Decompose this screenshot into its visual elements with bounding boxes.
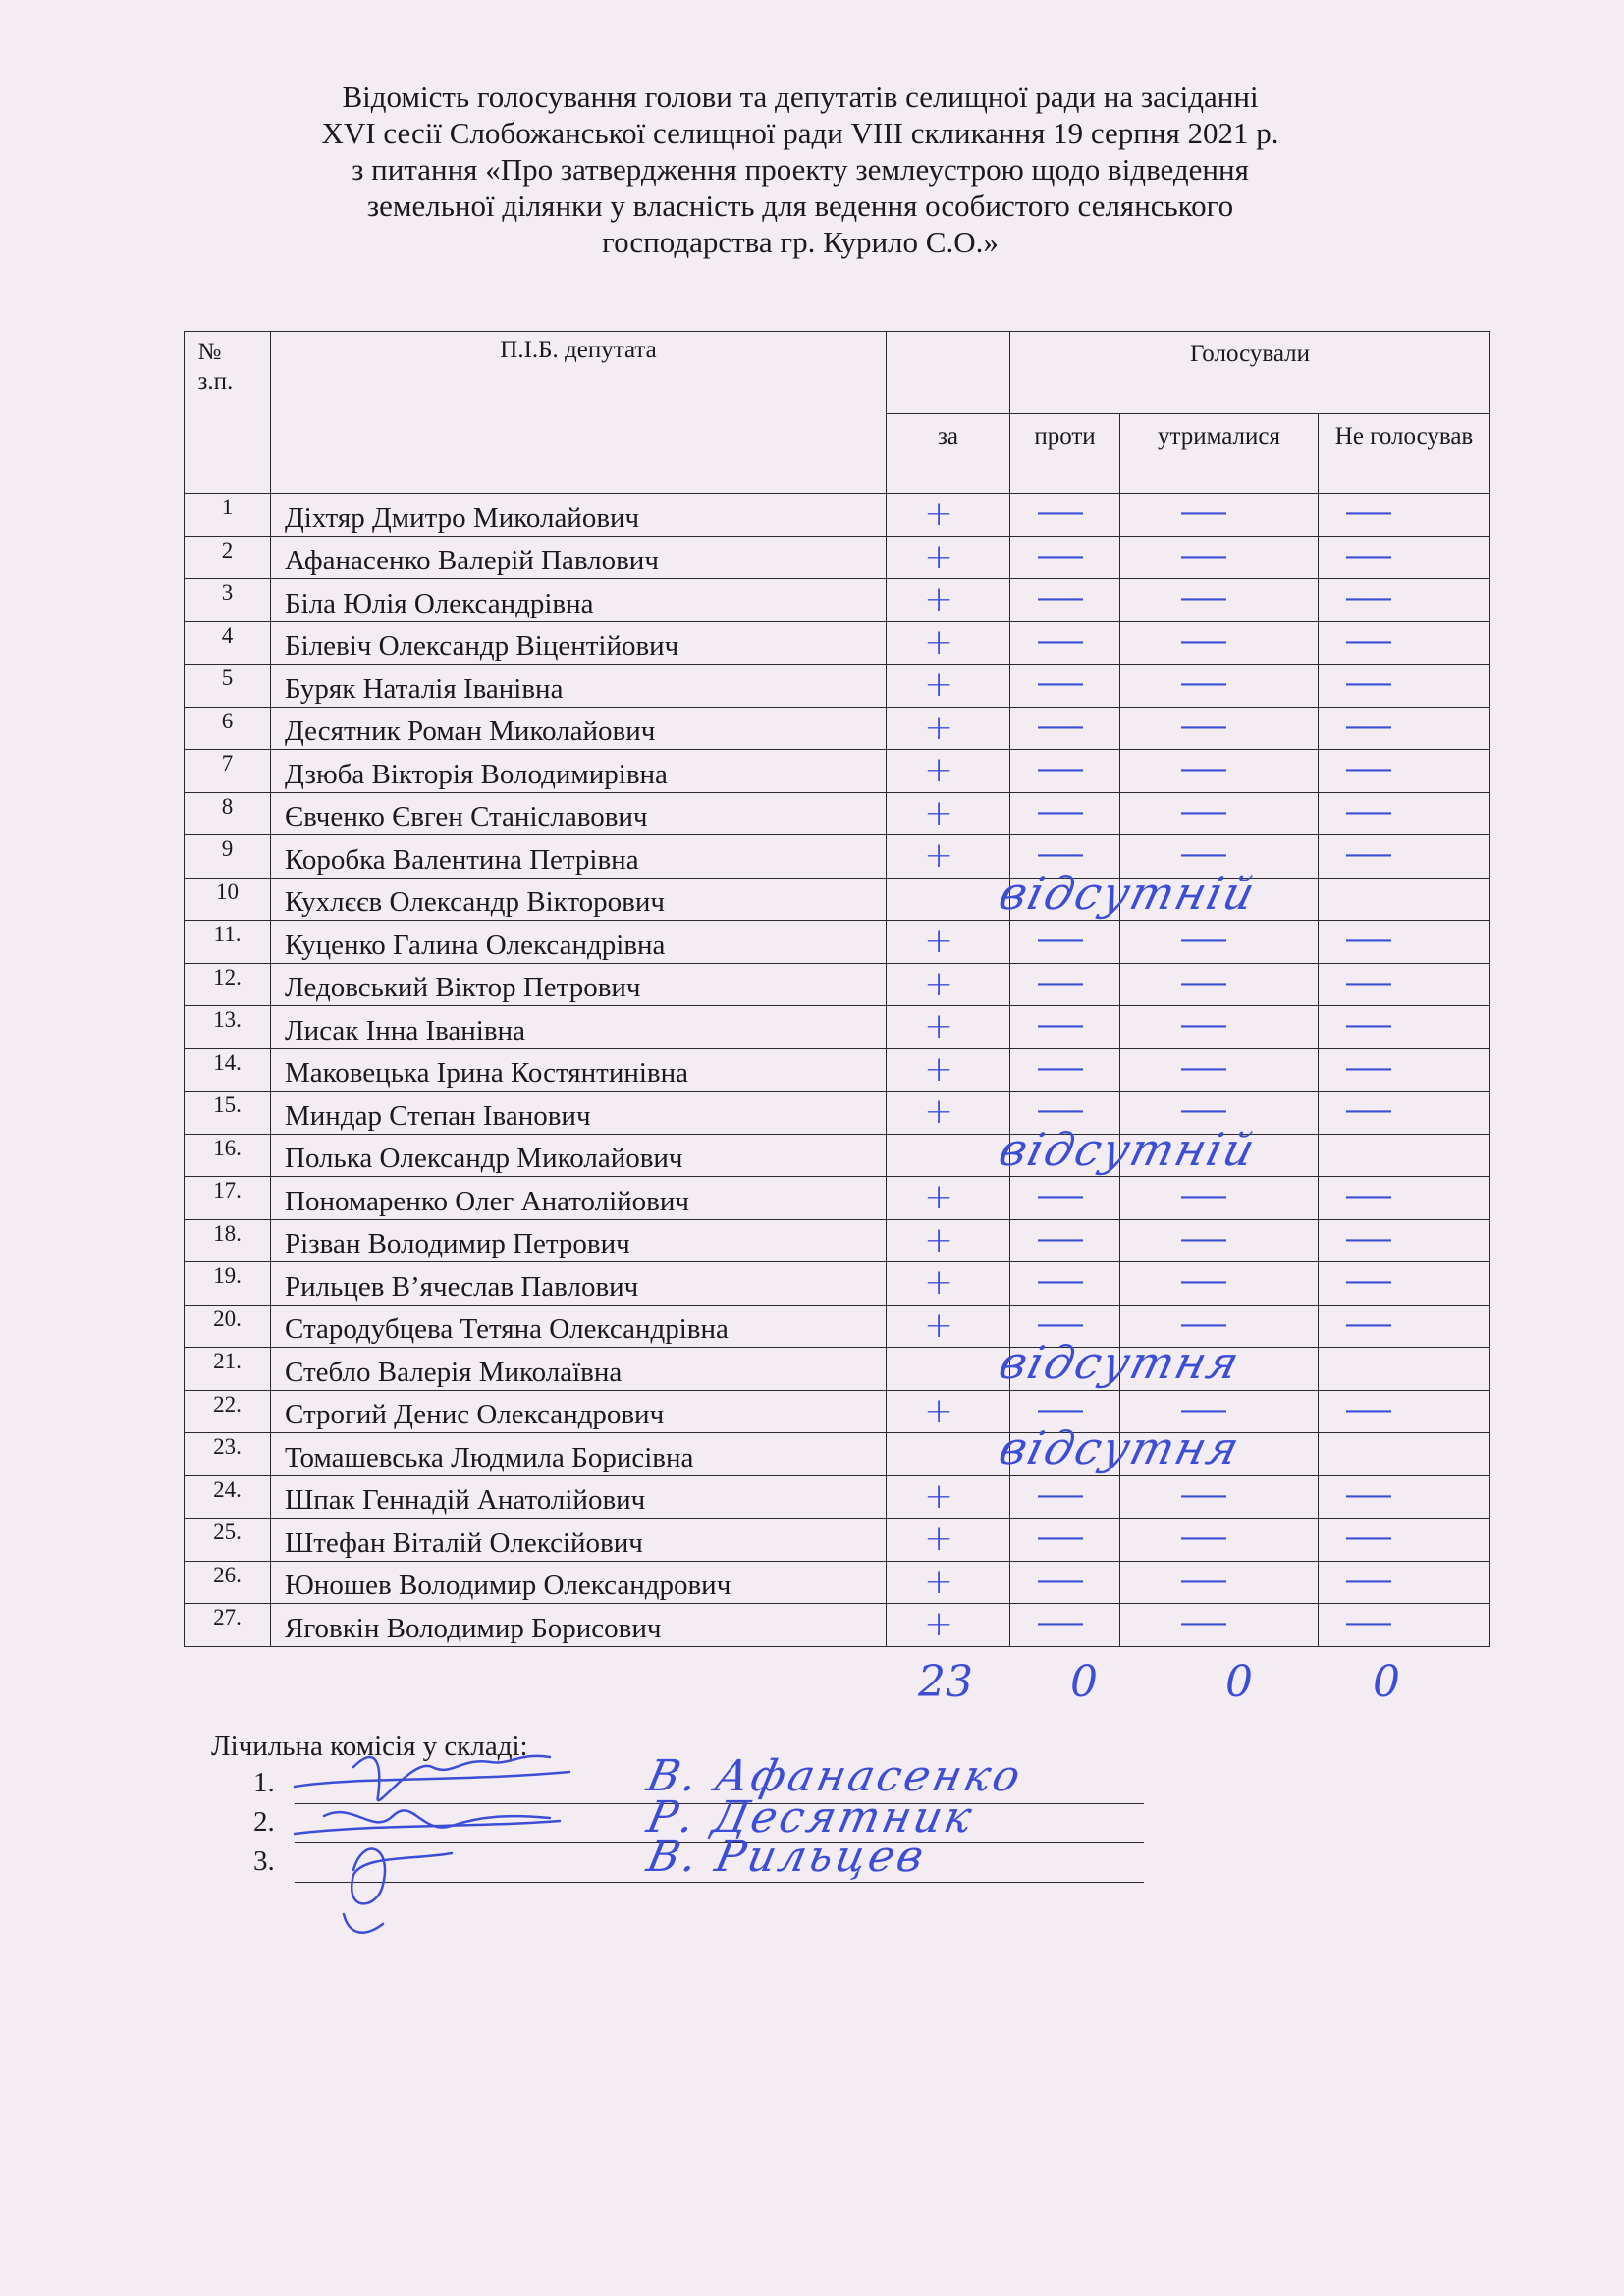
handwritten-absent-note: відсутня	[994, 1421, 1247, 1474]
handwritten-dash-mark: —	[1343, 965, 1394, 1000]
heading-line-4: земельної ділянки у власність для ведення особистого селянського	[366, 188, 1234, 223]
handwritten-dash-mark: —	[1035, 496, 1086, 530]
handwritten-dash-mark: —	[1343, 1521, 1394, 1555]
handwritten-dash-mark: —	[1035, 667, 1086, 701]
handwritten-dash-mark: —	[1343, 709, 1394, 744]
heading-line-3: з питання «Про затвердження проекту землеустрою щодо відведення	[352, 152, 1249, 187]
handwritten-dash-mark: —	[1343, 667, 1394, 701]
handwritten-plus-mark: +	[924, 1262, 954, 1303]
heading-line-1: Відомість голосування голови та депутатів селищної ради на засіданні	[342, 80, 1259, 114]
handwritten-dash-mark: —	[1178, 965, 1229, 1000]
row-number: 27.	[185, 1604, 271, 1647]
handwritten-dash-mark: —	[1343, 1563, 1394, 1598]
row-number: 13.	[185, 1006, 271, 1049]
commission-member-name: Р. Десятник	[642, 1792, 979, 1842]
deputy-name: Кухлєєв Олександр Вікторович	[271, 878, 887, 921]
heading-line-2: XVI сесії Слобожанської селищної ради VIII скликання 19 серпня 2021 р.	[321, 116, 1279, 150]
handwritten-plus-mark: +	[924, 750, 954, 790]
header-voted: Голосували	[1010, 332, 1490, 414]
handwritten-plus-mark: +	[924, 921, 954, 961]
row-number: 26.	[185, 1561, 271, 1604]
deputy-name: Стебло Валерія Миколаївна	[271, 1348, 887, 1391]
row-number: 19.	[185, 1262, 271, 1306]
handwritten-dash-mark: —	[1343, 581, 1394, 615]
handwritten-plus-mark: +	[924, 963, 954, 1004]
handwritten-absent-note: відсутня	[994, 1336, 1247, 1389]
deputy-name: Строгий Денис Олександрович	[271, 1390, 887, 1433]
handwritten-dash-mark: —	[1035, 1477, 1086, 1513]
handwritten-dash-mark: —	[1178, 1221, 1229, 1256]
handwritten-dash-mark: —	[1035, 1094, 1086, 1128]
handwritten-dash-mark: —	[1178, 667, 1229, 701]
commission-member-name: В. Рильцев	[642, 1832, 931, 1882]
handwritten-plus-mark: +	[924, 1519, 954, 1559]
deputy-name: Пономаренко Олег Анатолійович	[271, 1177, 887, 1220]
deputy-name: Афанасенко Валерій Павлович	[271, 536, 887, 579]
total-abstained: 0	[1225, 1657, 1253, 1707]
commission-member-number: 3.	[253, 1845, 275, 1877]
handwritten-dash-mark: —	[1035, 1606, 1086, 1640]
deputy-name: Євченко Євген Станіславович	[271, 792, 887, 835]
handwritten-dash-mark: —	[1035, 1521, 1086, 1555]
handwritten-dash-mark: —	[1035, 1307, 1086, 1342]
handwritten-dash-mark: —	[1035, 923, 1086, 957]
row-number: 2	[185, 536, 271, 579]
handwritten-plus-mark: +	[924, 1048, 954, 1090]
handwritten-dash-mark: —	[1343, 538, 1394, 573]
handwritten-dash-mark: —	[1178, 1264, 1229, 1299]
handwritten-dash-mark: —	[1343, 752, 1394, 786]
handwritten-dash-mark: —	[1343, 1050, 1394, 1086]
row-number: 1	[185, 494, 271, 537]
handwritten-plus-mark: +	[924, 536, 954, 577]
handwritten-dash-mark: —	[1035, 623, 1086, 659]
handwritten-dash-mark: —	[1178, 581, 1229, 615]
handwritten-plus-mark: +	[924, 1475, 954, 1517]
row-number: 23.	[185, 1433, 271, 1476]
row-number: 18.	[185, 1219, 271, 1262]
handwritten-dash-mark: —	[1178, 1606, 1229, 1640]
total-for: 23	[918, 1657, 973, 1707]
handwritten-dash-mark: —	[1343, 923, 1394, 957]
handwritten-dash-mark: —	[1178, 1050, 1229, 1086]
row-number: 7	[185, 750, 271, 793]
handwritten-dash-mark: —	[1035, 1179, 1086, 1213]
handwritten-dash-mark: —	[1343, 1606, 1394, 1640]
heading-line-5: господарства гр. Курило С.О.»	[602, 225, 999, 259]
header-number: № з.п.	[185, 332, 271, 494]
handwritten-plus-mark: +	[924, 665, 954, 705]
handwritten-dash-mark: —	[1178, 1094, 1229, 1128]
deputy-name: Лисак Інна Іванівна	[271, 1006, 887, 1049]
handwritten-plus-mark: +	[924, 1219, 954, 1260]
handwritten-dash-mark: —	[1035, 1050, 1086, 1086]
handwritten-dash-mark: —	[1035, 752, 1086, 786]
row-number: 9	[185, 835, 271, 879]
deputy-name: Штефан Віталій Олексійович	[271, 1519, 887, 1562]
row-number: 21.	[185, 1348, 271, 1391]
row-number: 24.	[185, 1475, 271, 1519]
row-number: 6	[185, 707, 271, 750]
deputy-name: Десятник Роман Миколайович	[271, 707, 887, 750]
deputy-name: Білевіч Олександр Віцентійович	[271, 621, 887, 665]
handwritten-dash-mark: —	[1178, 538, 1229, 573]
total-against: 0	[1070, 1657, 1098, 1707]
handwritten-plus-mark: +	[924, 579, 954, 619]
handwritten-dash-mark: —	[1035, 1008, 1086, 1042]
handwritten-plus-mark: +	[924, 1177, 954, 1217]
deputy-name: Томашевська Людмила Борисівна	[271, 1433, 887, 1476]
handwritten-dash-mark: —	[1343, 1008, 1394, 1042]
handwritten-dash-mark: —	[1178, 709, 1229, 744]
deputy-name: Куценко Галина Олександрівна	[271, 921, 887, 964]
signature-3-flourish	[344, 1914, 383, 1933]
handwritten-dash-mark: —	[1343, 1094, 1394, 1128]
handwritten-dash-mark: —	[1178, 1521, 1229, 1555]
handwritten-plus-mark: +	[924, 1390, 954, 1431]
row-number: 3	[185, 579, 271, 622]
commission-member-number: 1.	[253, 1767, 275, 1798]
total-not-voted: 0	[1373, 1657, 1400, 1707]
row-number: 12.	[185, 963, 271, 1006]
handwritten-dash-mark: —	[1035, 581, 1086, 615]
handwritten-dash-mark: —	[1178, 794, 1229, 829]
handwritten-dash-mark: —	[1343, 496, 1394, 530]
handwritten-dash-mark: —	[1343, 1264, 1394, 1299]
handwritten-dash-mark: —	[1178, 923, 1229, 957]
handwritten-plus-mark: +	[924, 792, 954, 833]
row-number: 16.	[185, 1134, 271, 1177]
handwritten-dash-mark: —	[1035, 538, 1086, 573]
handwritten-plus-mark: +	[924, 1092, 954, 1132]
header-not-voted: Не голосував	[1319, 414, 1490, 494]
handwritten-dash-mark: —	[1035, 709, 1086, 744]
handwritten-dash-mark: —	[1035, 1563, 1086, 1598]
handwritten-dash-mark: —	[1035, 965, 1086, 1000]
row-number: 22.	[185, 1390, 271, 1433]
deputy-name: Рильцев В’ячеслав Павлович	[271, 1262, 887, 1306]
deputy-name: Яговкін Володимир Борисович	[271, 1604, 887, 1647]
deputy-name: Шпак Геннадій Анатолійович	[271, 1475, 887, 1519]
signature-3	[352, 1849, 452, 1904]
deputy-name: Різван Володимир Петрович	[271, 1219, 887, 1262]
handwritten-dash-mark: —	[1343, 1221, 1394, 1256]
deputy-name: Біла Юлія Олександрівна	[271, 579, 887, 622]
signature-1-flourish	[295, 1772, 569, 1787]
handwritten-dash-mark: —	[1343, 1307, 1394, 1342]
handwritten-absent-note: відсутній	[994, 1122, 1263, 1176]
counting-commission-label: Лічильна комісія у складі:	[211, 1731, 528, 1762]
handwritten-dash-mark: —	[1343, 1179, 1394, 1213]
deputy-name: Миндар Степан Іванович	[271, 1092, 887, 1135]
handwritten-dash-mark: —	[1035, 794, 1086, 829]
row-number: 4	[185, 621, 271, 665]
handwritten-plus-mark: +	[924, 835, 954, 876]
handwritten-dash-mark: —	[1178, 1008, 1229, 1042]
row-number: 10	[185, 878, 271, 921]
handwritten-dash-mark: —	[1178, 623, 1229, 659]
deputy-name: Буряк Наталія Іванівна	[271, 665, 887, 708]
deputy-name: Стародубцева Тетяна Олександрівна	[271, 1305, 887, 1348]
row-number: 15.	[185, 1092, 271, 1135]
deputy-name: Коробка Валентина Петрівна	[271, 835, 887, 879]
handwritten-plus-mark: +	[924, 494, 954, 534]
commission-member-name: В. Афанасенко	[642, 1751, 1028, 1801]
header-for: за	[887, 414, 1010, 494]
handwritten-dash-mark: —	[1035, 1392, 1086, 1427]
deputy-name: Полька Олександр Миколайович	[271, 1134, 887, 1177]
row-number: 5	[185, 665, 271, 708]
row-number: 17.	[185, 1177, 271, 1220]
handwritten-plus-mark: +	[924, 1305, 954, 1346]
handwritten-dash-mark: —	[1178, 752, 1229, 786]
deputy-name: Ледовський Віктор Петрович	[271, 963, 887, 1006]
handwritten-dash-mark: —	[1035, 837, 1086, 872]
row-number: 11.	[185, 921, 271, 964]
handwritten-dash-mark: —	[1343, 1477, 1394, 1513]
header-against: проти	[1010, 414, 1120, 494]
handwritten-dash-mark: —	[1178, 837, 1229, 872]
commission-member-number: 2.	[253, 1806, 275, 1838]
handwritten-dash-mark: —	[1035, 1221, 1086, 1256]
header-deputy-name: П.І.Б. депутата	[271, 332, 887, 494]
handwritten-dash-mark: —	[1343, 794, 1394, 829]
deputy-name: Дзюба Вікторія Володимирівна	[271, 750, 887, 793]
handwritten-dash-mark: —	[1343, 1392, 1394, 1427]
row-number: 14.	[185, 1048, 271, 1092]
row-number: 20.	[185, 1305, 271, 1348]
handwritten-dash-mark: —	[1178, 1477, 1229, 1513]
handwritten-absent-note: відсутній	[994, 866, 1263, 920]
row-number: 25.	[185, 1519, 271, 1562]
handwritten-dash-mark: —	[1178, 1307, 1229, 1342]
handwritten-plus-mark: +	[924, 1604, 954, 1644]
handwritten-dash-mark: —	[1178, 1392, 1229, 1427]
header-abstained: утрималися	[1120, 414, 1319, 494]
deputy-name: Юношев Володимир Олександрович	[271, 1561, 887, 1604]
handwritten-dash-mark: —	[1343, 623, 1394, 659]
deputy-name: Маковецька Ірина Костянтинівна	[271, 1048, 887, 1092]
handwritten-plus-mark: +	[924, 707, 954, 748]
handwritten-dash-mark: —	[1178, 1563, 1229, 1598]
handwritten-dash-mark: —	[1343, 837, 1394, 872]
handwritten-plus-mark: +	[924, 1006, 954, 1046]
deputy-name: Діхтяр Дмитро Миколайович	[271, 494, 887, 537]
handwritten-dash-mark: —	[1178, 496, 1229, 530]
handwritten-dash-mark: —	[1035, 1264, 1086, 1299]
row-number: 8	[185, 792, 271, 835]
handwritten-plus-mark: +	[924, 621, 954, 663]
handwritten-dash-mark: —	[1178, 1179, 1229, 1213]
handwritten-plus-mark: +	[924, 1561, 954, 1602]
